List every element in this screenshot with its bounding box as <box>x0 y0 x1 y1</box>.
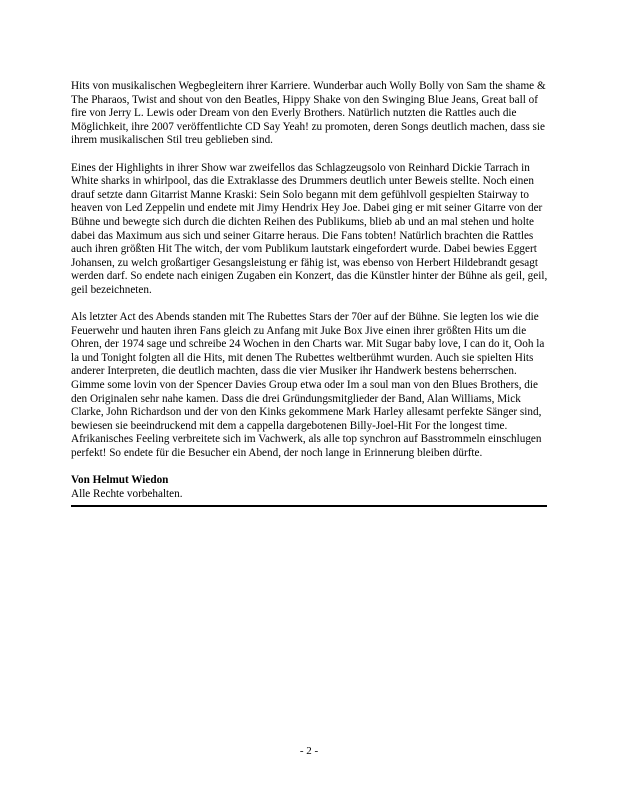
article-body <box>71 80 549 501</box>
rights-notice: Alle Rechte vorbehalten. <box>71 487 183 500</box>
article-paragraph: Hits von musikalischen Wegbegleitern ihrer Karriere. Wunderbar auch Wolly Bolly von Sam the shame & The Pharaos, Twist and shout von den Beatles, Hippy Shake von den Swinging Blue Jeans, Great ball of fire von Jerry L. Lewis oder Dream von den Everly Brothers. Natürlich nutzten die Rattles auch die Möglichkeit, ihre 2007 veröffentlichte CD Say Yeah! zu promoten, deren Songs deutlich machen, dass sie ihrem musikalischen Stil treu geblieben sind. <box>71 80 546 147</box>
article-paragraph: Als letzter Act des Abends standen mit The Rubettes Stars der 70er auf der Bühne. Sie legten los wie die Feuerwehr und hauten ihren Fans gleich zu Anfang mit Juke Box Jive einen ihrer größten Hits um die Ohren, der 1974 sage und schreibe 24 Wochen in den Charts war. Mit Sugar baby love, I can do it, Ooh la la und Tonight folgten all die Hits, mit denen The Rubettes weltberühmt wurden. Auch sie spielten Hits anderer Interpreten, die deutlich machten, dass die vier Musiker ihr Handwerk bestens beherrschen. Gimme some lovin von der Spencer Davies Group etwa oder Im a soul man von den Blues Brothers, die den Originalen sehr nahe kamen. Dass die drei Gründungsmitglieder der Band, Alan Williams, Mick Clarke, John Richardson und der von den Kinks gekommene Mark Harley allesamt perfekte Sänger sind, bewiesen sie beeindruckend mit dem a cappella dargebotenen Billy-Joel-Hit For the longest time. Afrikanisches Feeling verbreitete sich im Vachwerk, als alle top synchron auf Basstrommeln einschlugen perfekt! So endete für die Besucher ein Abend, der noch lange in Erinnerung bleiben dürfte. <box>71 311 545 460</box>
article-paragraph: Eines der Highlights in ihrer Show war zweifellos das Schlagzeugsolo von Reinhard Dickie Tarrach in White sharks in whirlpool, das die Extraklasse des Drummers deutlich unter Beweis stellte. Noch einen drauf setzte dann Gitarrist Manne Kraski: Sein Solo begann mit dem gefühlvoll gespielten Stairway to heaven von Led Zeppelin und endete mit Jimy Hendrix Hey Joe. Dabei ging er mit seiner Gitarre von der Bühne und bewegte sich durch die dichten Reihen des Publikums, blieb ab und an mal stehen und holte dabei das Maximum aus sich und seiner Gitarre heraus. Die Fans tobten! Natürlich brachten die Rattles auch ihren größten Hit The witch, der vom Publikum lautstark eingefordert wurde. Dabei bewies Eggert Johansen, zu welch großartiger Gesangsleistung er fähig ist, was ebenso von Herbert Hildebrandt gesagt werden darf. So endete nach einigen Zugaben ein Konzert, das die Künstler hinter der Bühne als geil, geil, geil bezeichneten. <box>71 161 548 296</box>
horizontal-rule <box>71 505 547 507</box>
author-byline: Von Helmut Wiedon <box>71 474 169 487</box>
page-number: - 2 - <box>299 745 319 757</box>
